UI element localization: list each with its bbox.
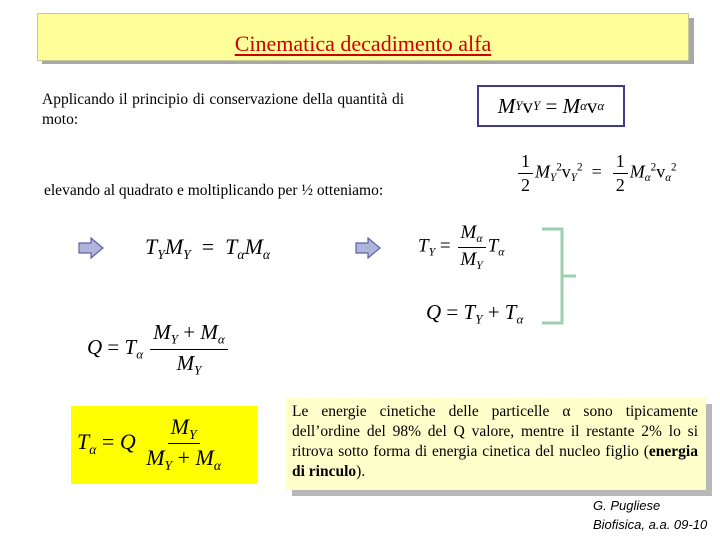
footer-course: Biofisica, a.a. 09-10: [593, 517, 708, 532]
footer-credit: [593, 496, 707, 534]
note-text-before: Le energie cinetiche delle particelle α sono tipicamente dell’ordine del 98% del Q valore, mentre il restante 2% lo si ritrova sotto forma di energia cinetica del nucleo figlio (: [292, 403, 698, 460]
equation-recoil-energy: $T_Y$ = $\frac{M_\alpha}{M_Y}$ $T_\alpha$: [418, 222, 505, 272]
note-text: [292, 402, 698, 482]
paragraph-squared: elevando al quadrato e moltiplicando per ½ otteniamo:: [44, 182, 384, 199]
equation-q-from-alpha: $Q = T_\alpha$ $\frac{M_Y + M_\alpha}{M_Y}$: [87, 320, 230, 378]
equation-kinetic-relation: $T_YM_Y = T_\alpha M_\alpha$: [145, 234, 271, 262]
paragraph-conservation: Applicando il principio di conservazione della quantità di moto:: [42, 91, 404, 128]
right-arrow-icon: [355, 237, 381, 259]
equation-momentum: M Y v Y = M α v α: [477, 85, 625, 127]
title-banner: [37, 13, 689, 61]
bracket-connector: [540, 226, 580, 326]
note-text-after: ).: [356, 463, 366, 480]
equation-alpha-energy: $T_\alpha = Q$ $\frac{M_Y}{M_Y + M_\alpha}$: [77, 414, 222, 474]
note-bold-term: energia di rinculo: [292, 443, 698, 480]
footer-author: G. Pugliese: [593, 498, 661, 513]
equation-squared: $\frac{1}{2}$ $M_Y^2v_Y^2$ = $\frac{1}{2}$ $M_\alpha^2v_\alpha^2$: [516, 151, 677, 195]
right-arrow-icon: [78, 237, 104, 259]
equation-q-value: $Q = T_Y + T_\alpha$: [426, 300, 524, 327]
page-title: Cinematica decadimento alfa: [234, 31, 492, 56]
